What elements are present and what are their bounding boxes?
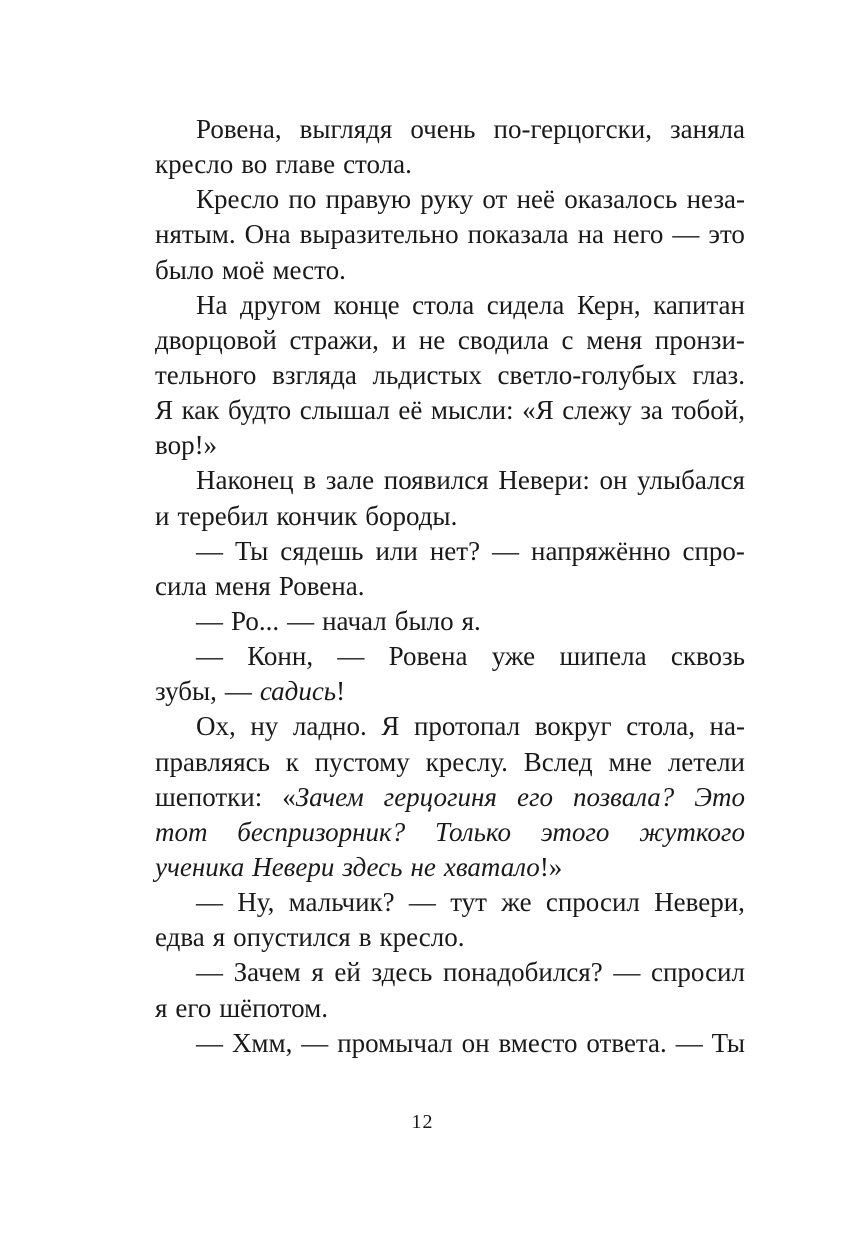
word	[541, 815, 610, 850]
italic-text: позвала?	[572, 781, 675, 812]
word: —	[337, 641, 365, 672]
text-line	[155, 428, 745, 463]
word: —	[301, 1027, 329, 1058]
italic-text: герцогиня	[383, 781, 497, 812]
word: Керн,	[576, 289, 641, 320]
text-line	[155, 745, 745, 780]
word: —	[196, 957, 223, 988]
word: Ро...	[231, 605, 280, 636]
word: выглядя	[299, 114, 393, 144]
word: было	[155, 254, 214, 285]
word: его	[175, 992, 212, 1023]
word: по	[288, 184, 317, 215]
word: —	[196, 887, 223, 918]
word: Ровена,	[196, 114, 282, 144]
word: улыбался	[637, 465, 745, 496]
word: вокруг	[534, 711, 612, 742]
word: Ровена	[388, 641, 468, 672]
italic-text: его	[516, 781, 553, 812]
italic-text: Зачем	[295, 781, 364, 812]
word	[573, 780, 674, 815]
text-line	[155, 323, 745, 358]
word: меня	[214, 570, 271, 601]
word: дворцовой	[155, 324, 277, 355]
word: было	[394, 605, 454, 636]
text-line	[155, 534, 745, 569]
word: вместо	[498, 1027, 578, 1058]
text-line	[155, 463, 745, 498]
word: ладно.	[292, 711, 367, 742]
text-line	[155, 815, 745, 850]
word: —	[196, 1027, 223, 1058]
word	[410, 850, 435, 885]
text-line	[155, 288, 745, 323]
word: —	[492, 535, 520, 566]
word: тельного	[155, 359, 257, 390]
word: в	[303, 465, 317, 496]
word: сидела	[486, 289, 565, 320]
word: меня	[586, 324, 643, 355]
word: Невери,	[654, 887, 745, 918]
word	[252, 850, 334, 885]
italic-text: тот	[155, 816, 208, 847]
text-line	[155, 955, 745, 990]
word: уже	[491, 641, 536, 672]
word: —	[224, 676, 252, 707]
word: спро-	[682, 535, 745, 566]
word: мальчик?	[288, 887, 395, 918]
italic-text: этого	[540, 816, 610, 847]
word: это	[708, 219, 745, 250]
italic-text: садись	[259, 676, 337, 707]
word: Я	[155, 395, 174, 426]
word: начал	[322, 605, 387, 636]
text-line	[155, 604, 745, 639]
word	[694, 780, 745, 815]
word: неё	[516, 184, 556, 215]
text-line	[155, 112, 745, 147]
word: светло-голубых	[497, 359, 677, 390]
word: теребил	[177, 500, 269, 531]
word: по-герцогски,	[493, 114, 652, 144]
word: глаз.	[692, 359, 745, 390]
word: Ну,	[237, 887, 275, 918]
italic-text: Это	[694, 781, 745, 812]
word: с	[561, 324, 574, 355]
word: во	[241, 149, 268, 180]
text-line	[155, 674, 745, 709]
word	[384, 780, 497, 815]
word: летели	[667, 746, 745, 777]
word: в	[358, 922, 372, 953]
italic-text: жуткого	[639, 816, 745, 847]
word: Ты	[234, 535, 269, 566]
word: кресло.	[379, 922, 465, 953]
word: от	[482, 184, 508, 215]
text-line	[155, 920, 745, 955]
word: место.	[272, 254, 346, 285]
word: выразительно	[299, 219, 459, 250]
word: стола,	[626, 711, 695, 742]
word: —	[196, 641, 223, 672]
word: её	[398, 395, 423, 426]
italic-text: хватало	[443, 851, 540, 882]
word: На	[196, 289, 228, 320]
page-number: 12	[411, 1111, 434, 1133]
word: пронзи-	[654, 324, 745, 355]
word: спросил	[650, 957, 745, 988]
text-line	[155, 499, 745, 534]
word: шипела	[559, 641, 647, 672]
word: мысли:	[430, 395, 514, 426]
word: садись!	[259, 676, 346, 707]
italic-text: Невери	[252, 851, 335, 882]
word: Зачем	[233, 957, 301, 988]
word: —	[196, 605, 223, 636]
word: напряжённо	[531, 535, 671, 566]
italic-text: здесь	[342, 851, 403, 882]
word: креслу.	[425, 746, 508, 777]
word: него	[613, 219, 664, 250]
word: спросил	[545, 887, 640, 918]
word: сводила	[457, 324, 549, 355]
word: тобой,	[671, 395, 745, 426]
word: хватало!»	[443, 851, 563, 882]
word: руку	[420, 184, 474, 215]
word: льдистых	[372, 359, 482, 390]
word: протопал	[413, 711, 521, 742]
word: я	[212, 922, 226, 953]
word: стола	[412, 289, 475, 320]
word: слышал	[299, 395, 390, 426]
word: —	[672, 219, 700, 250]
word: шепотки:	[155, 781, 263, 812]
word: нятым.	[155, 219, 236, 250]
word: правую	[325, 184, 412, 215]
word: сила	[155, 570, 207, 601]
word: очень	[410, 114, 476, 144]
word: на-	[709, 711, 745, 742]
word: правляясь	[155, 746, 270, 777]
word: шёпотом.	[219, 992, 328, 1023]
word	[155, 815, 208, 850]
word: Кресло	[196, 184, 280, 215]
word: понадобился?	[443, 957, 603, 988]
text-line	[155, 569, 745, 604]
word: он	[461, 1027, 490, 1058]
word: показала	[467, 219, 569, 250]
word: Ровена.	[278, 570, 365, 601]
word: Наконец	[196, 465, 294, 496]
word: мне	[608, 746, 652, 777]
word: опустился	[233, 922, 351, 953]
word: я	[155, 992, 168, 1023]
word: промычал	[337, 1027, 453, 1058]
text-line	[155, 358, 745, 393]
italic-text: не	[410, 851, 436, 882]
italic-text: Только	[435, 816, 512, 847]
word: кончик	[276, 500, 358, 531]
italic-text: беспризорник?	[237, 816, 406, 847]
word: я	[311, 957, 324, 988]
word	[155, 850, 244, 885]
text-line	[155, 885, 745, 920]
word: тут	[450, 887, 487, 918]
text-line	[155, 850, 745, 885]
word	[237, 815, 405, 850]
word: появился	[383, 465, 489, 496]
word: я.	[461, 605, 481, 636]
word: Конн,	[247, 641, 314, 672]
text-line	[155, 1026, 745, 1061]
word	[639, 815, 745, 850]
word: и	[155, 500, 170, 531]
word: другом	[240, 289, 321, 320]
word: здесь	[371, 957, 433, 988]
word: нет?	[429, 535, 481, 566]
word: Невери:	[498, 465, 590, 496]
text-line	[155, 147, 745, 182]
word: к	[285, 746, 299, 777]
word	[517, 780, 553, 815]
word: не	[418, 324, 446, 355]
word: он	[599, 465, 628, 496]
word: —	[287, 605, 315, 636]
text-line	[155, 991, 745, 1026]
word: или	[375, 535, 418, 566]
word: неза-	[686, 184, 745, 215]
word: будто	[227, 395, 292, 426]
word: стражи,	[289, 324, 379, 355]
word: зубы,	[155, 676, 217, 707]
word: Ты	[711, 1027, 745, 1058]
word: Ох,	[196, 711, 236, 742]
word: вор!»	[155, 430, 218, 461]
word: Она	[244, 219, 291, 250]
word: на	[577, 219, 605, 250]
word: же	[501, 887, 532, 918]
word: капитан	[653, 289, 745, 320]
word: и	[391, 324, 407, 355]
word: как	[181, 395, 220, 426]
word	[342, 850, 402, 885]
word: едва	[155, 922, 205, 953]
word: —	[675, 1027, 703, 1058]
word: —	[408, 887, 436, 918]
page-body-text	[155, 112, 745, 1061]
word: Хмм,	[231, 1027, 293, 1058]
word: ну	[250, 711, 279, 742]
word: Я	[381, 711, 400, 742]
text-line	[155, 253, 745, 288]
italic-text: ученика	[155, 851, 245, 882]
word	[435, 815, 511, 850]
word: «Зачем	[282, 781, 364, 812]
word: —	[613, 957, 641, 988]
word: кресло	[155, 149, 234, 180]
text-line	[155, 780, 745, 815]
text-line	[155, 709, 745, 744]
word: главе	[275, 149, 336, 180]
word: ей	[334, 957, 361, 988]
text-line	[155, 182, 745, 217]
word: сквозь	[670, 641, 745, 672]
word: слежу	[562, 395, 632, 426]
word: зале	[325, 465, 375, 496]
word: взгляда	[272, 359, 357, 390]
word: заняла	[670, 114, 745, 144]
word: ответа.	[586, 1027, 667, 1058]
word: бороды.	[365, 500, 458, 531]
word: сядешь	[280, 535, 364, 566]
text-line	[155, 639, 745, 674]
word: —	[196, 535, 223, 566]
word: Вслед	[523, 746, 593, 777]
word: «Я	[522, 395, 554, 426]
word: оказалось	[564, 184, 678, 215]
text-line	[155, 217, 745, 252]
word: за	[640, 395, 664, 426]
text-line	[155, 393, 745, 428]
word: стола.	[343, 149, 412, 180]
word: конце	[333, 289, 400, 320]
word: моё	[221, 254, 265, 285]
word: пустому	[314, 746, 410, 777]
